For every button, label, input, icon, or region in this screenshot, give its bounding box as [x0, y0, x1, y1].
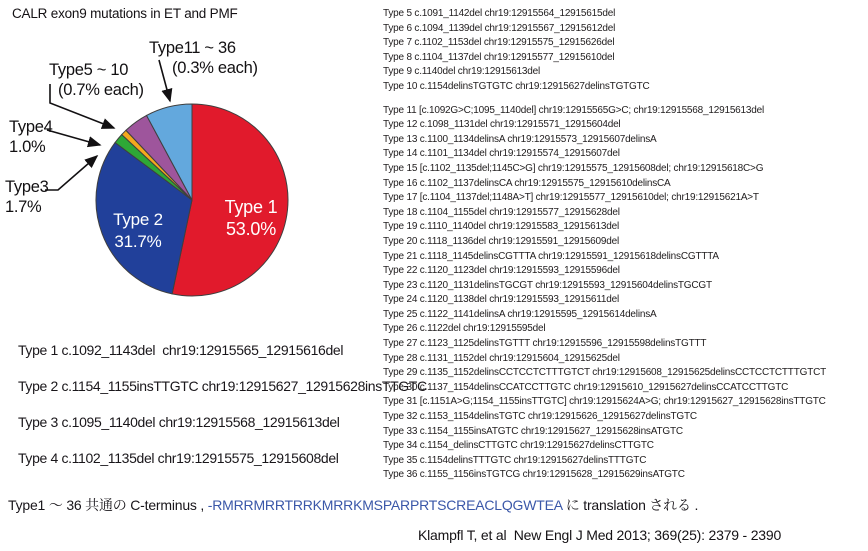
mutation-entry: Type 35 c.1154delinsTTTGTC chr19:12915627delinsTTTGTC: [383, 454, 647, 466]
mutation-entry: Type 36 c.1155_1156insTGTCG chr19:12915628_12915629insATGTC: [383, 469, 685, 481]
mutation-entry: Type 10 c.1154delinsTGTGTC chr19:12915627delinsTGTGTC: [383, 80, 650, 92]
callout-type11-36-pct: (0.3% each): [172, 59, 258, 77]
callout-type5-10: [49, 60, 144, 100]
pie-label-type2-pct: 31.7%: [114, 232, 162, 251]
mutation-entry: Type 34 c.1154_delinsCTTGTC chr19:12915627delinsCTTGTC: [383, 440, 654, 452]
callout-type3: [5, 177, 48, 217]
mutation-entry: Type 30 c.1137_1154delinsCCATCCTTGTC chr19:12915610_12915627delinsCCATCCTTGTC: [383, 381, 789, 393]
callout-type4-name: Type4: [9, 118, 53, 136]
mutation-entry: Type 4 c.1102_1135del chr19:12915575_12915608del: [18, 450, 339, 466]
figure-title: CALR exon9 mutations in ET and PMF: [12, 6, 238, 21]
mutation-entry: Type 24 c.1120_1138del chr19:12915593_12915611del: [383, 294, 619, 306]
mutation-entry: Type 15 [c.1102_1135del;1145C>G] chr19:12915575_12915608del; chr19:12915618C>G: [383, 162, 764, 174]
mutation-entry: Type 6 c.1094_1139del chr19:12915567_12915612del: [383, 22, 616, 34]
mutation-entry: Type 26 c.1122del chr19:12915595del: [383, 323, 546, 335]
mutation-entry: Type 13 c.1100_1134delinsA chr19:12915573_12915607delinsA: [383, 133, 657, 145]
mutation-entry: Type 23 c.1120_1131delinsTGCGT chr19:12915593_12915604delinsTGCGT: [383, 279, 712, 291]
mutation-list-types11-36: [383, 104, 865, 483]
callout-type5-10-pct: (0.7% each): [58, 81, 144, 99]
mutation-entry: Type 16 c.1102_1137delinsCA chr19:12915575_12915610delinsCA: [383, 177, 671, 189]
pie-label-type2: [113, 209, 163, 253]
pie-label-type1: [225, 196, 278, 240]
pie-label-type1-pct: 53.0%: [225, 219, 277, 239]
mutation-entry: Type 32 c.1153_1154delinsTGTC chr19:12915626_12915627delinsTGTC: [383, 411, 697, 423]
mutation-entry: Type 1 c.1092_1143del chr19:12915565_12915616del: [18, 342, 344, 358]
mutation-entry: Type 2 c.1154_1155insTTGTC chr19:12915627_12915628insTTGTC: [18, 378, 427, 394]
mutation-entry: Type 29 c.1135_1152delinsCCTCCTCTTTGTCT chr19:12915608_12915625delinsCCTCCTCTTTGTCT: [383, 367, 827, 379]
mutation-entry: Type 17 [c.1104_1137del;1148A>T] chr19:12915577_12915610del; chr19:12915621A>T: [383, 192, 759, 204]
callout-type3-name: Type3: [5, 178, 49, 196]
mutation-entry: Type 14 c.1101_1134del chr19:12915574_12915607del: [383, 148, 620, 160]
mutation-entry: Type 7 c.1102_1153del chr19:12915575_12915626del: [383, 37, 615, 49]
mutation-entry: Type 28 c.1131_1152del chr19:12915604_12915625del: [383, 352, 620, 364]
mutation-entry: Type 18 c.1104_1155del chr19:12915577_12915628del: [383, 206, 620, 218]
mutation-entry: Type 19 c.1110_1140del chr19:12915583_12915613del: [383, 221, 619, 233]
citation: Klampfl T, et al New Engl J Med 2013; 369(25): 2379 - 2390: [418, 527, 782, 543]
mutation-entry: Type 31 [c.1151A>G;1154_1155insTTGTC] chr19:12915624A>G; chr19:12915627_12915628insTTGTC: [383, 396, 826, 408]
mutation-list-types5-10: [383, 7, 865, 95]
mutation-entry: Type 12 c.1098_1131del chr19:12915571_12915604del: [383, 119, 621, 131]
callout-type3-pct: 1.7%: [5, 198, 42, 216]
c-terminus-sequence: -RMRRMRRTRRKMRRKMSPARPRTSCREACLQGWTEA: [207, 497, 563, 513]
mutation-entry: Type 21 c.1118_1145delinsCGTTTA chr19:12915591_12915618delinsCGTTTA: [383, 250, 719, 262]
c-terminus-note-suffix: に translation される .: [562, 497, 699, 513]
mutation-entry: Type 11 [c.1092G>C;1095_1140del] chr19:12915565G>C; chr19:12915568_12915613del: [383, 104, 765, 116]
callout-type4-pct: 1.0%: [9, 138, 46, 156]
c-terminus-note: [8, 495, 698, 515]
callout-type4: [9, 117, 52, 157]
mutation-entry: Type 20 c.1118_1136del chr19:12915591_12915609del: [383, 235, 619, 247]
mutation-entry: Type 9 c.1140del chr19:12915613del: [383, 66, 541, 78]
arrow-type4: [47, 130, 100, 145]
mutation-list-types5-36: [383, 7, 865, 483]
mutation-entry: Type 5 c.1091_1142del chr19:12915564_12915615del: [383, 8, 616, 19]
pie-label-type1-name: Type 1: [224, 197, 278, 217]
mutation-entry: Type 3 c.1095_1140del chr19:12915568_12915613del: [18, 414, 340, 430]
mutation-entry: Type 22 c.1120_1123del chr19:12915593_12915596del: [383, 265, 620, 277]
mutation-entry: Type 33 c.1154_1155insATGTC chr19:12915627_12915628insATGTC: [383, 425, 683, 437]
mutation-entry: Type 25 c.1122_1141delinsA chr19:12915595_12915614delinsA: [383, 308, 657, 320]
mutation-list-types1-4: [18, 342, 427, 486]
c-terminus-note-prefix: Type1 ～ 36 共通の C-terminus ,: [8, 497, 208, 513]
callout-type11-36-name: Type11 ~ 36: [149, 39, 236, 57]
pie-label-type2-name: Type 2: [113, 210, 163, 229]
arrow-type3: [45, 156, 97, 190]
callout-type11-36: [149, 38, 258, 78]
mutation-entry: Type 8 c.1104_1137del chr19:12915577_12915610del: [383, 51, 615, 63]
callout-type5-10-name: Type5 ~ 10: [49, 61, 129, 79]
mutation-entry: Type 27 c.1123_1125delinsTGTTT chr19:12915596_12915598delinsTGTTT: [383, 338, 707, 350]
